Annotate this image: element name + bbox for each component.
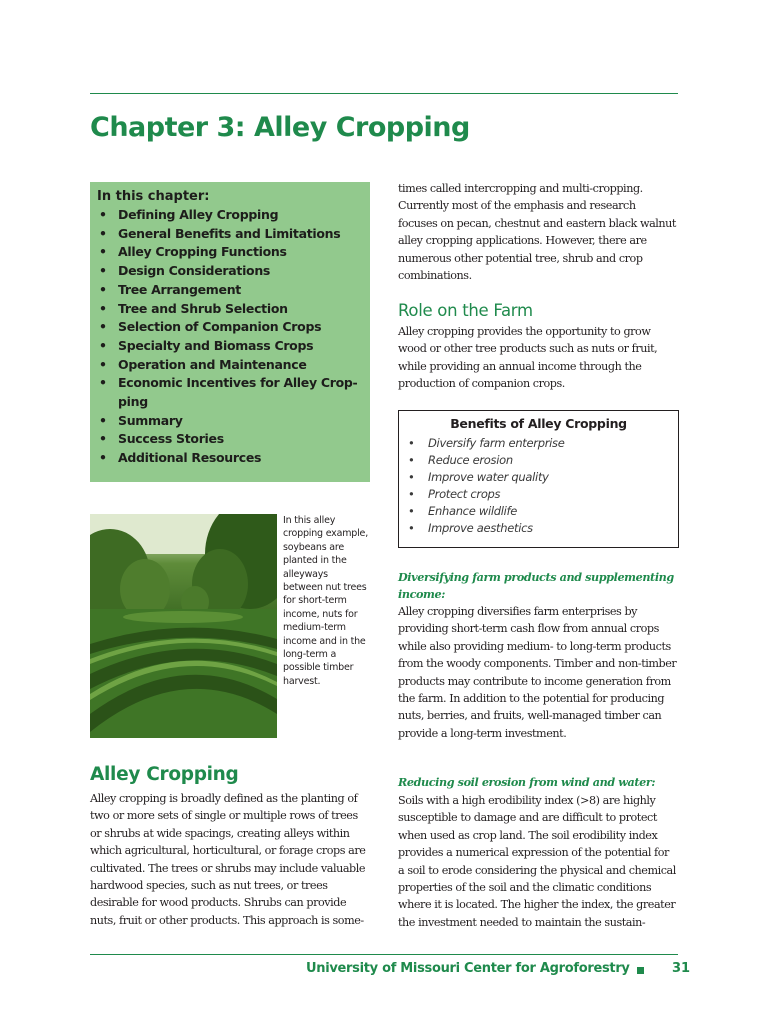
- alley-cropping-illustration: [90, 514, 277, 738]
- benefit-item: • Reduce erosion: [407, 452, 670, 469]
- soil-erosion-heading: Reducing soil erosion from wind and water:: [398, 775, 656, 789]
- footer-organization: University of Missouri Center for Agroforestry: [306, 961, 630, 976]
- alley-cropping-heading: Alley Cropping: [90, 764, 239, 785]
- benefit-item: • Protect crops: [407, 486, 670, 503]
- chapter-item: • Economic Incentives for Alley Crop-ping: [97, 374, 362, 411]
- chapter-item: • General Benefits and Limitations: [97, 225, 362, 244]
- role-on-farm-paragraph: Alley cropping provides the opportunity to grow wood or other tree products such as nuts or fruit, while providing an annual income through the production of companion crops.: [398, 325, 658, 391]
- chapter-item: • Summary: [97, 412, 362, 431]
- chapter-item: • Tree and Shrub Selection: [97, 300, 362, 319]
- top-rule: [90, 93, 678, 94]
- soil-erosion-paragraph: Soils with a high erodibility index (>8) are highly susceptible to damage and are difficult to protect when used as crop land. The soil erodibility index provides a numerical expression of the potential for a soil to erode considering the physical and chemical properties of the soil and the climatic conditions where it is located. The higher the index, the greater the investment needed to maintain the sustain-: [398, 794, 676, 929]
- chapter-item: • Defining Alley Cropping: [97, 206, 362, 225]
- benefits-title: Benefits of Alley Cropping: [450, 416, 627, 431]
- chapter-item: • Additional Resources: [97, 449, 362, 468]
- benefit-item: • Improve water quality: [407, 469, 670, 486]
- bottom-rule: [90, 954, 678, 955]
- chapter-contents-heading: In this chapter:: [97, 189, 210, 204]
- benefit-item: • Enhance wildlife: [407, 503, 670, 520]
- page-number: 31: [672, 961, 691, 976]
- chapter-contents-list: [97, 206, 362, 468]
- diversifying-paragraph: Alley cropping diversifies farm enterprises by providing short-term cash flow from annual crops while also providing medium- to long-term products from the woody components. Timber and non-timber products may contribute to income generation from the farm. In addition to the potential for producing nuts, berries, and fruits, well-managed timber can provide a long-term investment.: [398, 605, 677, 740]
- chapter-item: • Specialty and Biomass Crops: [97, 337, 362, 356]
- benefits-box: [398, 410, 679, 548]
- photo-caption: In this alley cropping example, soybeans are planted in the alleyways between nut trees for short-term income, nuts for medium-term income and in the long-term a possible timber harvest.: [283, 515, 369, 687]
- chapter-item: • Tree Arrangement: [97, 281, 362, 300]
- chapter-item: • Selection of Companion Crops: [97, 318, 362, 337]
- benefit-item: • Improve aesthetics: [407, 520, 670, 537]
- chapter-title: Chapter 3: Alley Cropping: [90, 112, 470, 143]
- chapter-item: • Alley Cropping Functions: [97, 243, 362, 262]
- chapter-contents-box: [90, 182, 370, 482]
- chapter-item: • Operation and Maintenance: [97, 356, 362, 375]
- alley-cropping-photo: [90, 514, 277, 738]
- footer-square-icon: [637, 967, 644, 974]
- chapter-item: • Design Considerations: [97, 262, 362, 281]
- diversifying-heading: Diversifying farm products and supplementing income:: [398, 570, 674, 601]
- continued-paragraph: times called intercropping and multi-cropping. Currently most of the emphasis and research focuses on pecan, chestnut and eastern black walnut alley cropping applications. However, there are numerous other potential tree, shrub and crop combinations.: [398, 182, 676, 283]
- benefit-item: • Diversify farm enterprise: [407, 435, 670, 452]
- role-on-farm-heading: Role on the Farm: [398, 301, 533, 320]
- benefits-list: [407, 435, 670, 537]
- alley-cropping-paragraph: Alley cropping is broadly defined as the planting of two or more sets of single or multiple rows of trees or shrubs at wide spacings, creating alleys within which agricultural, horticultural, or forage crops are cultivated. The trees or shrubs may include valuable hardwood species, such as nut trees, or trees desirable for wood products. Shrubs can provide nuts, fruit or other products. This approach is some-: [90, 792, 366, 927]
- chapter-item: • Success Stories: [97, 430, 362, 449]
